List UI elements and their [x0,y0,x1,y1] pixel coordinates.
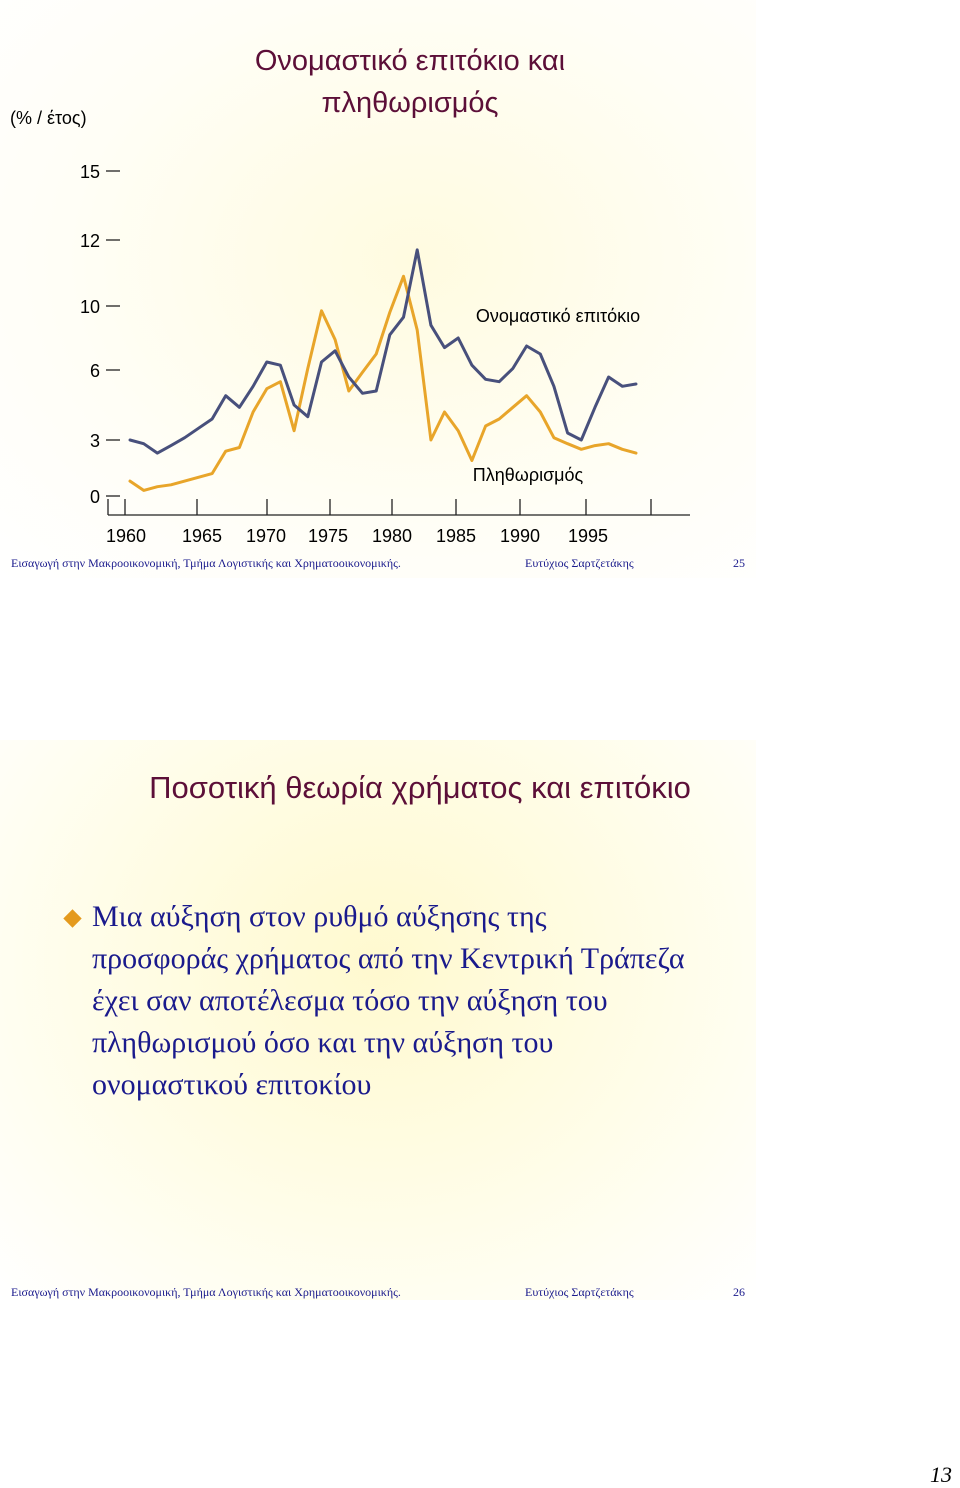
page-number: 13 [930,1462,952,1487]
y-tick-label: 6 [89,361,100,381]
slide-quantity-theory [0,740,756,1300]
footer-course-text: Εισαγωγή στην Μακροοικονομική, Τμήμα Λογιστικής και Χρηματοοικονομικής. [11,556,401,570]
slide-number: 26 [733,1285,745,1299]
footer-course-text: Εισαγωγή στην Μακροοικονομική, Τμήμα Λογιστικής και Χρηματοοικονομικής. [11,1285,401,1299]
slide-nominal-rate-inflation [0,0,756,578]
nominal-rate-series-line [130,250,636,453]
x-tick-label: 1995 [567,526,609,546]
y-axis-unit-label: (% / έτος) [10,108,87,128]
x-tick-label: 1980 [371,526,413,546]
x-axis [106,499,690,546]
slide-number: 25 [733,556,745,570]
y-tick-label: 15 [79,162,100,182]
x-tick-label: 1970 [245,526,287,546]
slide-title: Ποσοτική θεωρία χρήματος και επιτόκιο [149,770,691,805]
footer-author: Ευτύχιος Σαρτζετάκης [525,1285,634,1299]
chart-title: Ονομαστικό επιτόκιο και πληθωρισμός [254,45,566,119]
y-tick-label: 12 [79,231,100,251]
diamond-bullet-icon [63,909,81,927]
footer-author: Ευτύχιος Σαρτζετάκης [525,556,634,570]
x-tick-label: 1975 [307,526,349,546]
inflation-annotation: Πληθωρισμός [472,465,584,485]
y-tick-label: 10 [79,297,100,317]
bullet-text: Μια αύξηση στον ρυθμό αύξησης της προσφοράς χρήματος από την Κεντρική Τράπεζα έχει σαν αποτέλεσμα τόσο την αύξηση του πληθωρισμού όσο και την αύξηση του ονομαστικού επιτοκίου [92,900,685,1101]
x-tick-label: 1960 [105,526,147,546]
y-axis [80,162,120,507]
bullet-item [66,896,686,1106]
line-chart [0,0,756,560]
nominal-rate-annotation: Ονομαστικό επιτόκιο [475,306,641,326]
y-tick-label: 0 [89,487,100,507]
y-tick-label: 3 [89,431,100,451]
x-tick-label: 1990 [499,526,541,546]
x-tick-label: 1965 [181,526,223,546]
x-tick-label: 1985 [435,526,477,546]
